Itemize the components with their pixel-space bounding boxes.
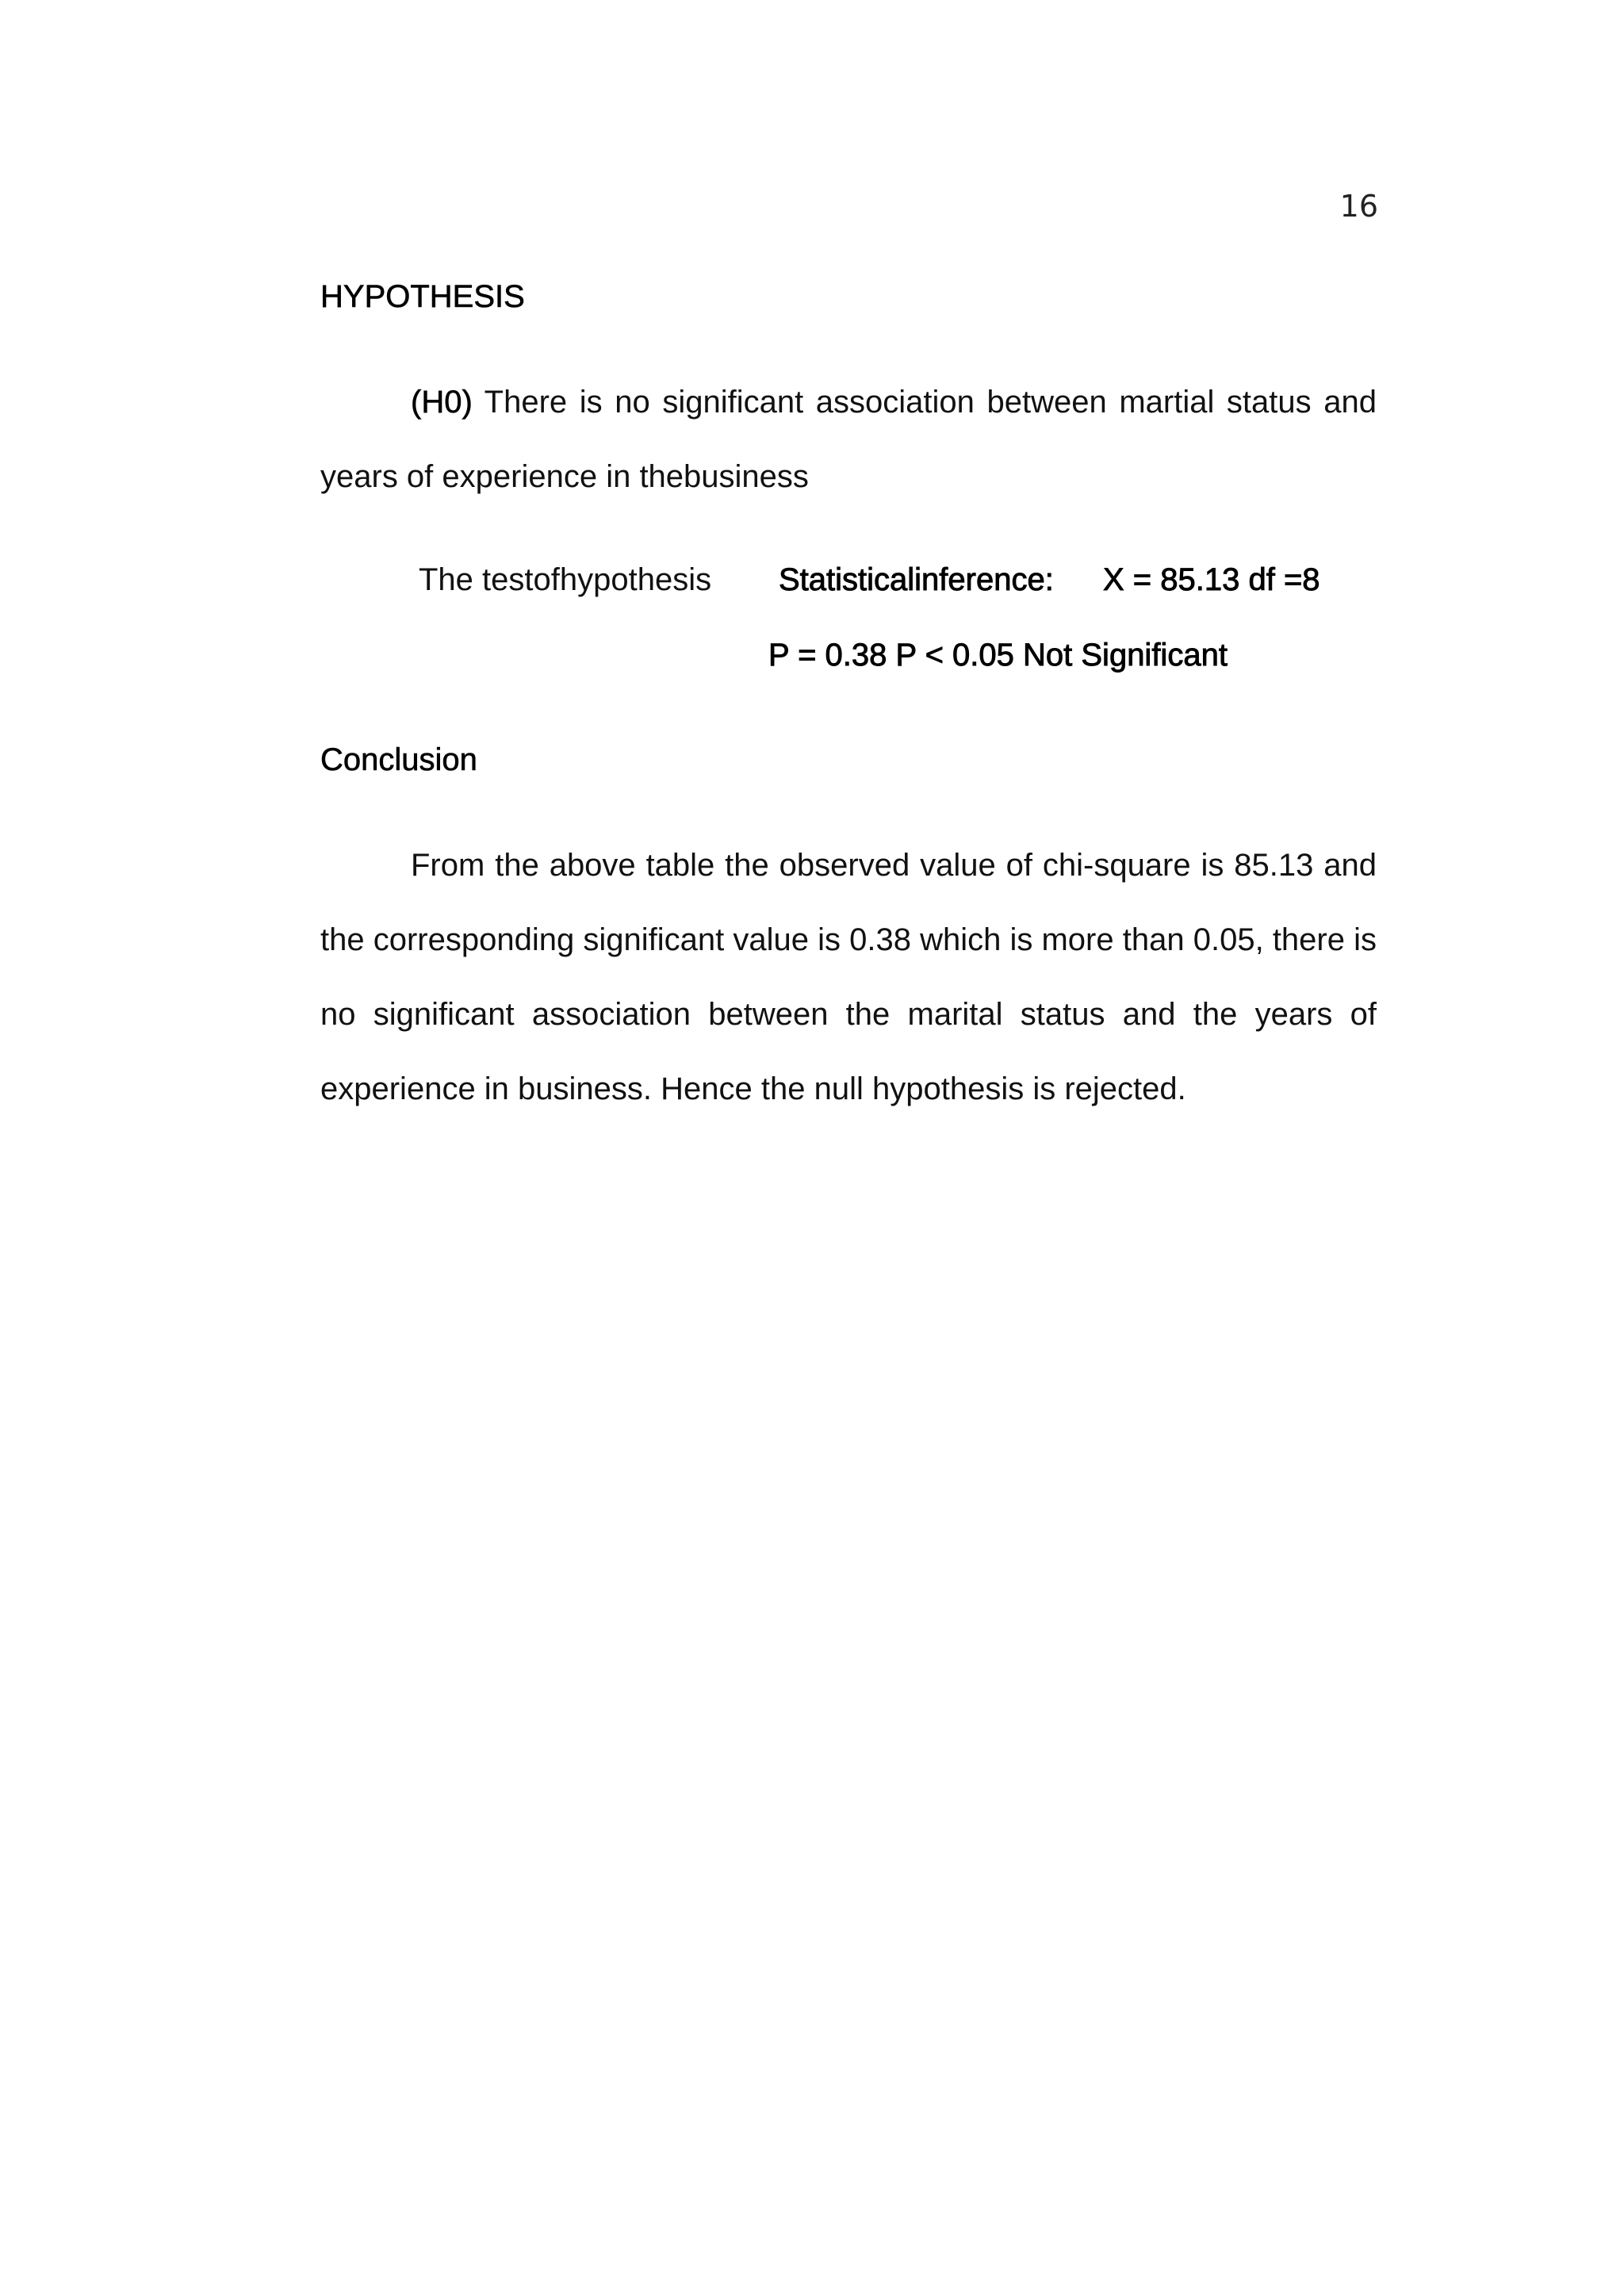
conclusion-text: From the above table the observed value of chi-square is 85.13 and the corresponding significant value is 0.38 which is more than 0.05, there is no significant association between the marital status and the years of experience in business. Hence the null hypothesis is rejected.: [320, 848, 1377, 1106]
hypothesis-heading: HYPOTHESIS: [320, 279, 525, 314]
chi-square-result: X = 85.13 df =8: [1103, 562, 1320, 597]
null-hypothesis-paragraph: [320, 365, 1377, 514]
h0-text: There is no significant association between martial status and years of experience in thebusiness: [320, 385, 1377, 494]
h0-label: (H0): [411, 385, 473, 420]
test-of-hypothesis-label: The testofhypothesis: [419, 562, 712, 597]
statistical-inference-label: Statisticalinference:: [779, 562, 1054, 597]
page-number: 16: [1339, 189, 1378, 224]
p-value-result: P = 0.38 P < 0.05 Not Significant: [768, 638, 1228, 673]
conclusion-heading: Conclusion: [320, 742, 477, 777]
conclusion-paragraph: [320, 828, 1377, 1126]
